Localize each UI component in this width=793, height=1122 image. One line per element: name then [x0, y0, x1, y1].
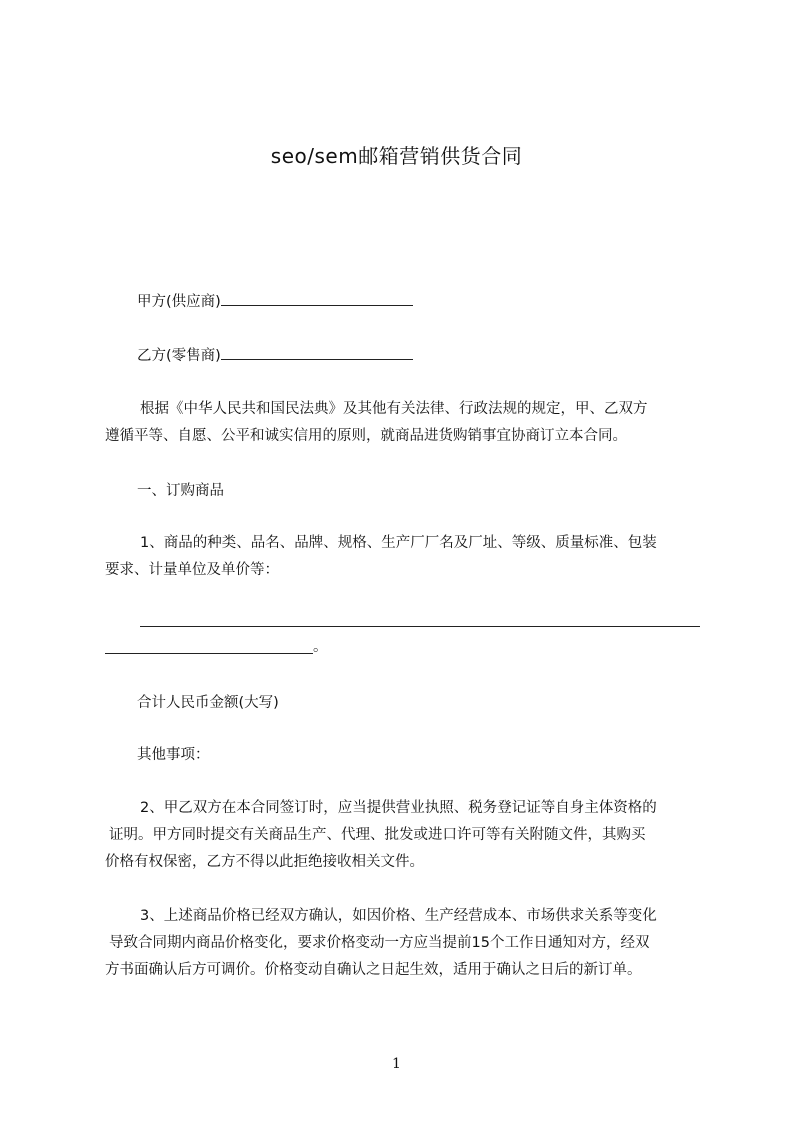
section-1-heading: 一、订购商品 [137, 483, 224, 499]
party-b-label: 乙方(零售商) [137, 348, 221, 364]
clause-1-line-1: 1、商品的种类、品名、品牌、规格、生产厂厂名及厂址、等级、质量标准、包装 [140, 535, 657, 551]
clause-2-line-3: 价格有权保密，乙方不得以此拒绝接收相关文件。 [105, 854, 424, 870]
goods-blank-line-1 [140, 626, 700, 627]
goods-blank-line-2 [105, 653, 313, 654]
clause-2-line-2: 证明。甲方同时提交有关商品生产、代理、批发或进口许可等有关附随文件，其购买 [109, 827, 646, 843]
clause-3-line-3: 方书面确认后方可调价。价格变动自确认之日起生效，适用于确认之日后的新订单。 [105, 962, 642, 978]
party-b-blank [221, 345, 413, 360]
party-a-line [137, 291, 413, 312]
preamble-line-1: 根据《中华人民共和国民法典》及其他有关法律、行政法规的规定，甲、乙双方 [140, 401, 648, 417]
party-a-label: 甲方(供应商) [137, 294, 221, 310]
party-b-line [137, 345, 413, 366]
party-a-blank [221, 291, 413, 306]
clause-3-line-2: 导致合同期内商品价格变化，要求价格变动一方应当提前15个工作日通知对方，经双 [109, 935, 650, 951]
clause-3-line-1: 3、上述商品价格已经双方确认，如因价格、生产经营成本、市场供求关系等变化 [140, 908, 657, 924]
preamble-line-2: 遵循平等、自愿、公平和诚实信用的原则，就商品进货购销事宜协商订立本合同。 [105, 428, 627, 444]
page-number: 1 [392, 1056, 401, 1072]
goods-blank-end: 。 [313, 639, 328, 655]
clause-1-line-2: 要求、计量单位及单价等： [105, 562, 279, 578]
total-amount-label: 合计人民币金额(大写) [137, 695, 279, 711]
clause-2-line-1: 2、甲乙双方在本合同签订时，应当提供营业执照、税务登记证等自身主体资格的 [140, 800, 657, 816]
document-title: seo/sem邮箱营销供货合同 [270, 144, 523, 168]
other-matters-label: 其他事项： [137, 747, 210, 763]
